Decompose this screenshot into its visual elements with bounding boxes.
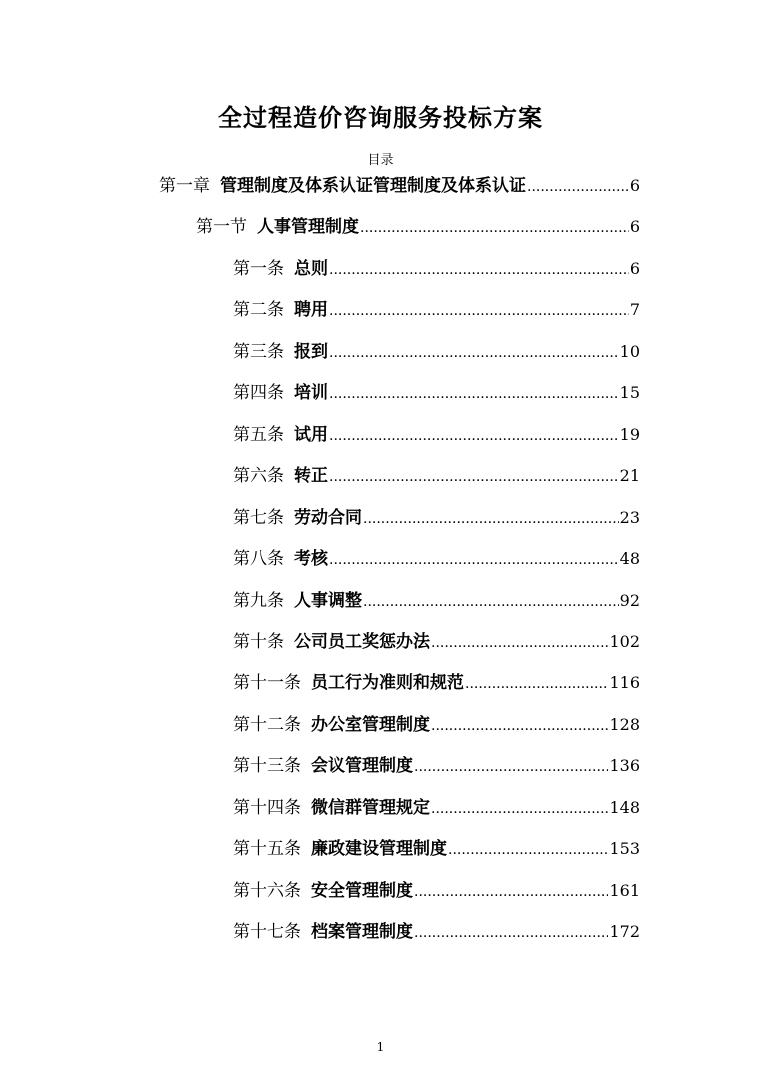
toc-entry-title: 档案管理制度 — [311, 922, 413, 942]
toc-entry-number: 第二条 — [233, 300, 284, 320]
dot-leader — [329, 345, 619, 361]
dot-leader — [414, 759, 608, 775]
toc-section[interactable] — [196, 212, 640, 236]
toc-entry-title: 人事调整 — [294, 591, 362, 611]
dot-leader — [363, 594, 619, 610]
toc-entry-title: 微信群管理规定 — [311, 798, 430, 818]
toc-entry-number: 第十二条 — [233, 715, 301, 735]
toc-entry-page: 161 — [609, 881, 640, 900]
toc-entry-number: 第七条 — [233, 508, 284, 528]
dot-leader — [329, 262, 629, 278]
toc-article[interactable] — [233, 544, 640, 568]
dot-leader — [414, 884, 608, 900]
toc-entry-page: 48 — [619, 549, 640, 568]
toc-entry-page: 19 — [619, 425, 640, 444]
toc-entry-number: 第十四条 — [233, 798, 301, 818]
toc-entry-title: 劳动合同 — [294, 508, 362, 528]
toc-entry-page: 116 — [609, 673, 640, 692]
toc-entry-title: 公司员工奖惩办法 — [294, 632, 430, 652]
toc-article[interactable] — [233, 793, 640, 817]
toc-article[interactable] — [233, 917, 640, 941]
toc-article[interactable] — [233, 337, 640, 361]
dot-leader — [431, 718, 608, 734]
toc-entry-title: 会议管理制度 — [311, 756, 413, 776]
dot-leader — [431, 801, 608, 817]
toc-article[interactable] — [233, 420, 640, 444]
toc-entry-page: 6 — [629, 176, 640, 195]
toc-article[interactable] — [233, 627, 640, 651]
toc-entry-number: 第八条 — [233, 549, 284, 569]
toc-article[interactable] — [233, 751, 640, 775]
toc-entry-number: 第四条 — [233, 383, 284, 403]
toc-entry-number: 第六条 — [233, 466, 284, 486]
toc-entry-page: 172 — [609, 922, 640, 941]
page-number: 1 — [376, 1040, 385, 1054]
dot-leader — [414, 925, 608, 941]
toc-chapter[interactable] — [159, 171, 640, 195]
toc-entry-title: 总则 — [294, 259, 328, 279]
dot-leader — [329, 552, 619, 568]
toc-entry-number: 第一条 — [233, 259, 284, 279]
toc-article[interactable] — [233, 586, 640, 610]
dot-leader — [431, 635, 608, 651]
toc-article[interactable] — [233, 461, 640, 485]
toc-entry-title: 考核 — [294, 549, 328, 569]
document-title: 全过程造价咨询服务投标方案 — [218, 103, 543, 132]
toc-entry-title: 安全管理制度 — [311, 881, 413, 901]
toc-entry-title: 试用 — [294, 425, 328, 445]
toc-entry-page: 148 — [609, 798, 640, 817]
toc-entry-number: 第十六条 — [233, 881, 301, 901]
toc-entry-title: 培训 — [294, 383, 328, 403]
toc-article[interactable] — [233, 876, 640, 900]
toc-entry-page: 136 — [609, 756, 640, 775]
toc-entry-page: 6 — [629, 217, 640, 236]
toc-entry-number: 第一节 — [196, 217, 247, 237]
dot-leader — [363, 511, 619, 527]
dot-leader — [329, 428, 619, 444]
toc-entry-page: 21 — [619, 466, 640, 485]
dot-leader — [465, 676, 608, 692]
toc-entry-title: 管理制度及体系认证管理制度及体系认证 — [220, 176, 526, 196]
toc-entry-number: 第十五条 — [233, 839, 301, 859]
toc-article[interactable] — [233, 254, 640, 278]
dot-leader — [329, 469, 619, 485]
toc-entry-page: 92 — [619, 591, 640, 610]
dot-leader — [329, 386, 619, 402]
toc-entry-page: 153 — [609, 839, 640, 858]
dot-leader — [329, 303, 629, 319]
dot-leader — [448, 842, 608, 858]
toc-article[interactable] — [233, 378, 640, 402]
toc-entry-page: 23 — [619, 508, 640, 527]
toc-entry-title: 转正 — [294, 466, 328, 486]
toc-entry-number: 第一章 — [159, 176, 210, 196]
toc-heading: 目录 — [367, 153, 394, 168]
toc-entry-number: 第十七条 — [233, 922, 301, 942]
toc-entry-title: 报到 — [294, 342, 328, 362]
toc-entry-number: 第十条 — [233, 632, 284, 652]
toc-entry-title: 人事管理制度 — [257, 217, 359, 237]
toc-entry-title: 廉政建设管理制度 — [311, 839, 447, 859]
dot-leader — [527, 179, 629, 195]
toc-entry-page: 15 — [619, 383, 640, 402]
toc-entry-number: 第十三条 — [233, 756, 301, 776]
toc-entry-title: 聘用 — [294, 300, 328, 320]
toc-entry-page: 10 — [619, 342, 640, 361]
dot-leader — [360, 220, 629, 236]
toc-entry-page: 7 — [629, 300, 640, 319]
toc-entry-page: 128 — [609, 715, 640, 734]
toc-entry-title: 员工行为准则和规范 — [311, 673, 464, 693]
toc-entry-number: 第五条 — [233, 425, 284, 445]
toc-entry-number: 第三条 — [233, 342, 284, 362]
toc-article[interactable] — [233, 503, 640, 527]
toc-article[interactable] — [233, 295, 640, 319]
toc-article[interactable] — [233, 710, 640, 734]
toc-article[interactable] — [233, 668, 640, 692]
toc-entry-title: 办公室管理制度 — [311, 715, 430, 735]
toc-entry-number: 第十一条 — [233, 673, 301, 693]
toc-entry-page: 6 — [629, 259, 640, 278]
toc-entry-number: 第九条 — [233, 591, 284, 611]
toc-entry-page: 102 — [609, 632, 640, 651]
toc-article[interactable] — [233, 834, 640, 858]
